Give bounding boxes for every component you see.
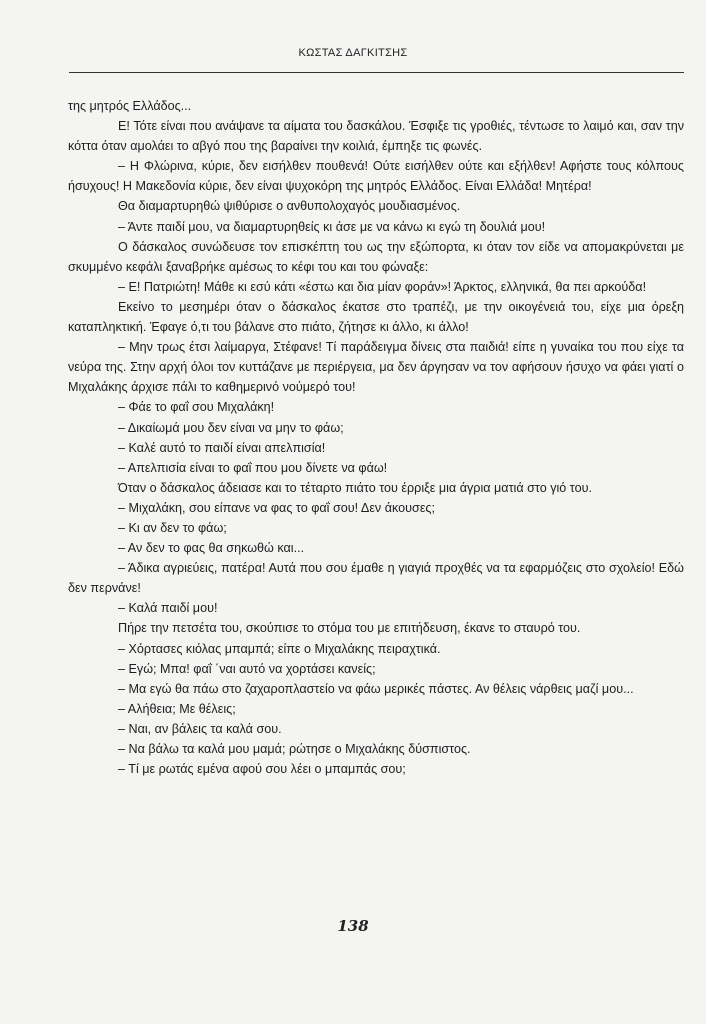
paragraph: – Δικαίωμά μου δεν είναι να μην το φάω; — [118, 420, 344, 435]
paragraph: Ο δάσκαλος συνώδευσε τον επισκέπτη του ως την εξώπορτα, κι όταν τον είδε να απομακρύνεται με σκυμμένο κεφάλι ξαναβρήκε αμέσως το κέφι του και του φώναξε: — [68, 239, 684, 274]
running-header: ΚΩΣΤΑΣ ΔΑΓΚΙΤΣΗΣ — [298, 47, 408, 59]
paragraph: – Να βάλω τα καλά μου μαμά; ρώτησε ο Μιχαλάκης δύσπιστος. — [118, 742, 471, 756]
page-body — [68, 96, 684, 779]
paragraph: – Άντε παιδί μου, να διαμαρτυρηθείς κι άσε με να κάνω κι εγώ τη δουλιά μου! — [118, 219, 546, 234]
paragraph: – Η Φλώρινα, κύριε, δεν εισήλθεν πουθενά! Ούτε εισήλθεν ούτε και εξήλθεν! Αφήστε τους κόλπους ήσυχους! Η Μακεδονία κύριε, δεν είναι ψυχοκόρη της μητρός Ελλάδος. Είναι Ελλάδα! Μητέρα! — [68, 159, 684, 194]
paragraph: – Ναι, αν βάλεις τα καλά σου. — [118, 721, 282, 736]
paragraph: Εκείνο το μεσημέρι όταν ο δάσκαλος έκατσε στο τραπέζι, με την οικογένειά του, είχε μια όρεξη καταπληκτική. Έφαγε ό,τι του βάλανε στο πιάτο, ζήτησε κι άλλο, κι άλλο! — [68, 299, 684, 335]
paragraph: – Απελπισία είναι το φαΐ που μου δίνετε να φάω! — [118, 460, 388, 475]
paragraph: – Μην τρως έτσι λαίμαργα, Στέφανε! Τί παράδειγμα δίνεις στα παιδιά! είπε η γυναίκα του που είχε τα νεύρα της. Στην αρχή όλοι τον κυττάζανε με περιέργεια, μα δεν άργησαν να τον αφήσουν ήσυχο να φάει γιατί ο Μιχαλάκης άρχισε πάλι το καθημερινό νούμερό του! — [68, 340, 684, 395]
paragraph: – Αλήθεια; Με θέλεις; — [118, 701, 236, 716]
paragraph: – Φάε το φαΐ σου Μιχαλάκη! — [118, 400, 275, 415]
paragraph: – Καλέ αυτό το παιδί είναι απελπισία! — [118, 440, 326, 455]
header-rule — [69, 72, 684, 73]
paragraph: – Εγώ; Μπα! φαΐ ΄ναι αυτό να χορτάσει κανείς; — [118, 661, 376, 676]
paragraph: Όταν ο δάσκαλος άδειασε και το τέταρτο πιάτο του έρριξε μια άγρια ματιά στο γιό του. — [118, 480, 592, 495]
paragraph: – Μιχαλάκη, σου είπανε να φας το φαΐ σου! Δεν άκουσες; — [118, 500, 436, 515]
paragraph: – Καλά παιδί μου! — [118, 601, 218, 616]
paragraph: – Ε! Πατριώτη! Μάθε κι εσύ κάτι «έστω και δια μίαν φοράν»! Άρκτος, ελληνικά, θα πει αρκούδα! — [118, 279, 647, 294]
paragraph: – Χόρτασες κιόλας μπαμπά; είπε ο Μιχαλάκης πειραχτικά. — [118, 641, 441, 656]
paragraph: Πήρε την πετσέτα του, σκούπισε το στόμα του με επιτήδευση, έκανε το σταυρό του. — [118, 621, 581, 636]
paragraph: – Μα εγώ θα πάω στο ζαχαροπλαστείο να φάω μερικές πάστες. Αν θέλεις νάρθεις μαζί μου... — [118, 681, 634, 696]
paragraph: – Κι αν δεν το φάω; — [118, 520, 227, 535]
paragraph: – Αν δεν το φας θα σηκωθώ και... — [118, 541, 305, 556]
paragraph: – Τί με ρωτάς εμένα αφού σου λέει ο μπαμπάς σου; — [118, 762, 406, 777]
paragraph: – Άδικα αγριεύεις, πατέρα! Αυτά που σου έμαθε η γιαγιά προχθές να τα εφαρμόζεις στο σχολείο! Εδώ δεν περνάνε! — [68, 561, 684, 596]
paragraph: Ε! Τότε είναι που ανάψανε τα αίματα του δασκάλου. Έσφιξε τις γροθιές, τέντωσε το λαιμό και, σαν την κόττα όταν αμολάει το αβγό που της βαραίνει την κοιλιά, έμπηξε τις φωνές. — [68, 119, 684, 154]
paragraph: Θα διαμαρτυρηθώ ψιθύρισε ο ανθυπολοχαγός μουδιασμένος. — [118, 199, 461, 214]
page-number: 138 — [337, 917, 369, 935]
paragraph: της μητρός Ελλάδος... — [68, 99, 192, 113]
